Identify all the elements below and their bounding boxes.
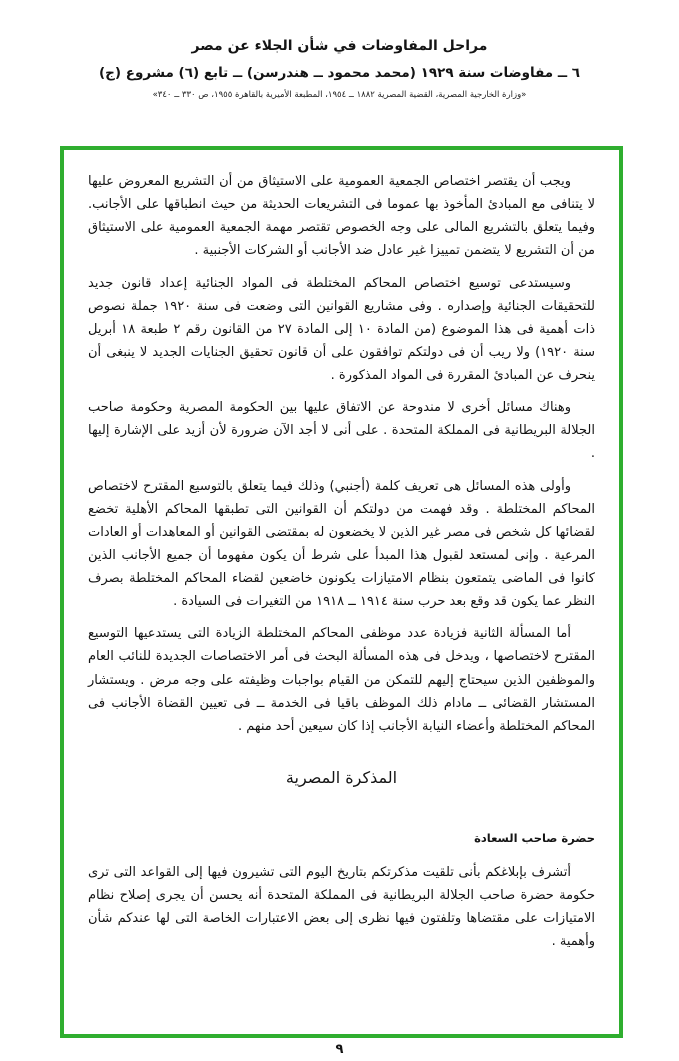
page-number: ٩ <box>335 1042 344 1057</box>
salutation: حضرة صاحب السعادة <box>474 830 595 845</box>
paragraph: وهناك مسائل أخرى لا مندوحة عن الاتفاق عليها بين الحكومة المصرية وحكومة صاحب الجلالة البريطانية فى المملكة المتحدة . على أنى لا أجد الآن ضرورة لأن أزيد على الإشارة إليها . <box>88 400 595 462</box>
section-heading: المذكرة المصرية <box>285 767 398 787</box>
content-box <box>60 146 623 1038</box>
document-title: مراحل المفاوضات في شأن الجلاء عن مصر <box>191 38 488 54</box>
paragraph: أما المسألة الثانية فزيادة عدد موظفى المحاكم المختلطة الزيادة التى يستدعيها التوسيع المقترح لاختصاصها ، ويدخل فى هذه المسألة البحث فى أمر الاختصاصات الجديدة للنائب العام والموظفين الذين سيحتاج إليهم للتمكن من القيام بواجبات وظيفته على وجه مرض . ويستشار المستشار القضائى ــ مادام ذلك الموظف باقيا فى الخدمة ــ فى تعيين القضاة الأجانب فى المحاكم المختلطة وأعضاء النيابة الأجانب إذا كان سيعين أحد منهم . <box>88 626 595 734</box>
document-header <box>0 0 679 100</box>
paragraph: ويجب أن يقتصر اختصاص الجمعية العمومية على الاستيثاق من أن التشريع المعروض عليها لا يتنافى مع المبادئ المأخوذ بها عموما فى التشريعات الحديثة من حيث انطباقها على الأجانب. وفيما يتعلق بالتشريع المالى على وجه الخصوص تقتصر مهمة الجمعية العمومية على الاستيثاق من أن التشريع لا يتضمن تمييزا غير عادل ضد الأجانب أو الشركات الأجنبية . <box>88 174 595 259</box>
closing-paragraph: أتشرف بإبلاغكم بأنى تلقيت مذكرتكم بتاريخ اليوم التى تشيرون فيها إلى القواعد التى ترى حكومة حضرة صاحب الجلالة البريطانية فى المملكة المتحدة أنه يحسن أن يجرى إصلاح نظام الامتيازات على مقتضاها وتلفتون فيها نظرى إلى بعض الاعتبارات الخاصة التى لها عندكم شأن وأهمية . <box>88 864 595 950</box>
paragraph: وسيستدعى توسيع اختصاص المحاكم المختلطة فى المواد الجنائية إعداد قانون جديد للتحقيقات الجنائية وإصداره . وفى مشاريع القوانين التى وضعت فى سنة ١٩٢٠ جملة نصوص ذات أهمية فى هذا الموضوع (من المادة ١٠ إلى المادة ٢٧ من القانون رقم ٢ طبعة ١٨ أبريل سنة ١٩٢٠) ولا ريب أن فى دولتكم توافقون على أن قانون تحقيق الجنايات الجديد لا ينبغى أن ينحرف عن المبادئ المقررة فى المواد المذكورة . <box>88 275 596 383</box>
document-subtitle: ٦ ــ مفاوضات سنة ١٩٢٩ (محمد محمود ــ هندرسن) ــ تابع (٦) مشروع (ج) <box>98 65 581 81</box>
paragraph: وأولى هذه المسائل هى تعريف كلمة (أجنبي) وذلك فيما يتعلق بالتوسيع المقترح لاختصاص المحاكم المختلطة . وقد فهمت من دولتكم أن القوانين التى تطبقها المحاكم الأهلية تخضع لقضائها كل شخص فى مصر غير الذين لا يخضعون له بمقتضى القوانين أو المعاهدات أو العادات المرعية . وإنى لمستعد لقبول هذا المبدأ على شرط أن يكون مفهوما أن جميع الأجانب الذين كانوا فى الماضى يتمتعون بنظام الامتيازات يكونون خاضعين لقضاء المحاكم المختلطة بصرف النظر عما يكون قد وقع بعد حرب سنة ١٩١٤ ــ ١٩١٨ من التغيرات فى السيادة . <box>88 478 595 610</box>
document-source-citation: «وزارة الخارجية المصرية، القضية المصرية ١٨٨٢ ــ ١٩٥٤، المطبعة الأميرية بالقاهرة ١٩٥٥، ص ٣٣٠ ــ ٣٤٠» <box>152 90 527 100</box>
